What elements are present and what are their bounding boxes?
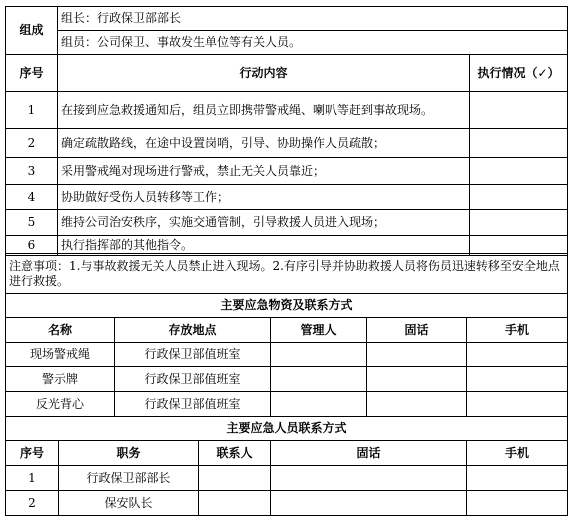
location-header: 存放地点 [115, 318, 271, 343]
location-cell: 行政保卫部值班室 [115, 343, 271, 367]
members-text: 组员：公司保卫、事故发生单位等有关人员。 [58, 31, 568, 55]
status-cell [470, 158, 568, 185]
content-header: 行动内容 [58, 55, 470, 92]
contact-header: 联系人 [199, 441, 271, 466]
seq-cell: 5 [6, 210, 58, 236]
personnel-title: 主要应急人员联系方式 [6, 417, 568, 441]
actions-table [5, 6, 568, 256]
status-cell [470, 92, 568, 129]
status-cell [470, 185, 568, 210]
contact-cell [199, 491, 271, 516]
seq-header: 序号 [6, 441, 59, 466]
location-cell: 行政保卫部值班室 [115, 392, 271, 417]
name-cell: 反光背心 [6, 392, 115, 417]
manager-cell [271, 343, 367, 367]
contact-cell [199, 466, 271, 491]
status-cell [470, 129, 568, 158]
name-cell: 现场警戒绳 [6, 343, 115, 367]
mobile-header: 手机 [467, 441, 568, 466]
materials-title: 主要应急物资及联系方式 [6, 294, 568, 318]
mobile-header: 手机 [467, 318, 568, 343]
landline-header: 固话 [367, 318, 467, 343]
position-header: 职务 [59, 441, 199, 466]
notes-text: 注意事项：1.与事故救援无关人员禁止进入现场。2.有序引导并协助救援人员将伤员迅速转移至安全地点进行救援。 [6, 254, 568, 294]
manager-header: 管理人 [271, 318, 367, 343]
seq-cell: 2 [6, 491, 59, 516]
table-row [6, 466, 568, 491]
position-cell: 行政保卫部部长 [59, 466, 199, 491]
content-cell: 协助做好受伤人员转移等工作； [58, 185, 470, 210]
mobile-cell [467, 392, 568, 417]
content-cell: 维持公司治安秩序，实施交通管制，引导救援人员进入现场； [58, 210, 470, 236]
seq-cell: 1 [6, 92, 58, 129]
landline-cell [367, 367, 467, 392]
name-header: 名称 [6, 318, 115, 343]
content-cell: 采用警戒绳对现场进行警戒，禁止无关人员靠近； [58, 158, 470, 185]
landline-header: 固话 [271, 441, 467, 466]
table-row [6, 367, 568, 392]
table-row [6, 210, 568, 236]
landline-cell [271, 491, 467, 516]
table-row [6, 158, 568, 185]
status-cell [470, 210, 568, 236]
content-cell: 执行指挥部的其他指令。 [58, 236, 470, 256]
table-row [6, 491, 568, 516]
seq-cell: 1 [6, 466, 59, 491]
landline-cell [367, 392, 467, 417]
contacts-table [5, 253, 568, 516]
landline-cell [271, 466, 467, 491]
seq-header: 序号 [6, 55, 58, 92]
manager-cell [271, 392, 367, 417]
location-cell: 行政保卫部值班室 [115, 367, 271, 392]
table-row [6, 129, 568, 158]
seq-cell: 2 [6, 129, 58, 158]
table-row [6, 185, 568, 210]
mobile-cell [467, 466, 568, 491]
content-cell: 确定疏散路线，在途中设置岗哨，引导、协助操作人员疏散； [58, 129, 470, 158]
position-cell: 保安队长 [59, 491, 199, 516]
mobile-cell [467, 491, 568, 516]
mobile-cell [467, 343, 568, 367]
manager-cell [271, 367, 367, 392]
content-cell: 在接到应急救援通知后，组员立即携带警戒绳、喇叭等赶到事故现场。 [58, 92, 470, 129]
seq-cell: 6 [6, 236, 58, 256]
landline-cell [367, 343, 467, 367]
leader-text: 组长：行政保卫部部长 [58, 7, 568, 31]
name-cell: 警示牌 [6, 367, 115, 392]
table-row [6, 92, 568, 129]
table-row [6, 343, 568, 367]
mobile-cell [467, 367, 568, 392]
table-row [6, 392, 568, 417]
status-header: 执行情况（✓） [470, 55, 568, 92]
group-label: 组成 [6, 7, 58, 55]
seq-cell: 3 [6, 158, 58, 185]
seq-cell: 4 [6, 185, 58, 210]
